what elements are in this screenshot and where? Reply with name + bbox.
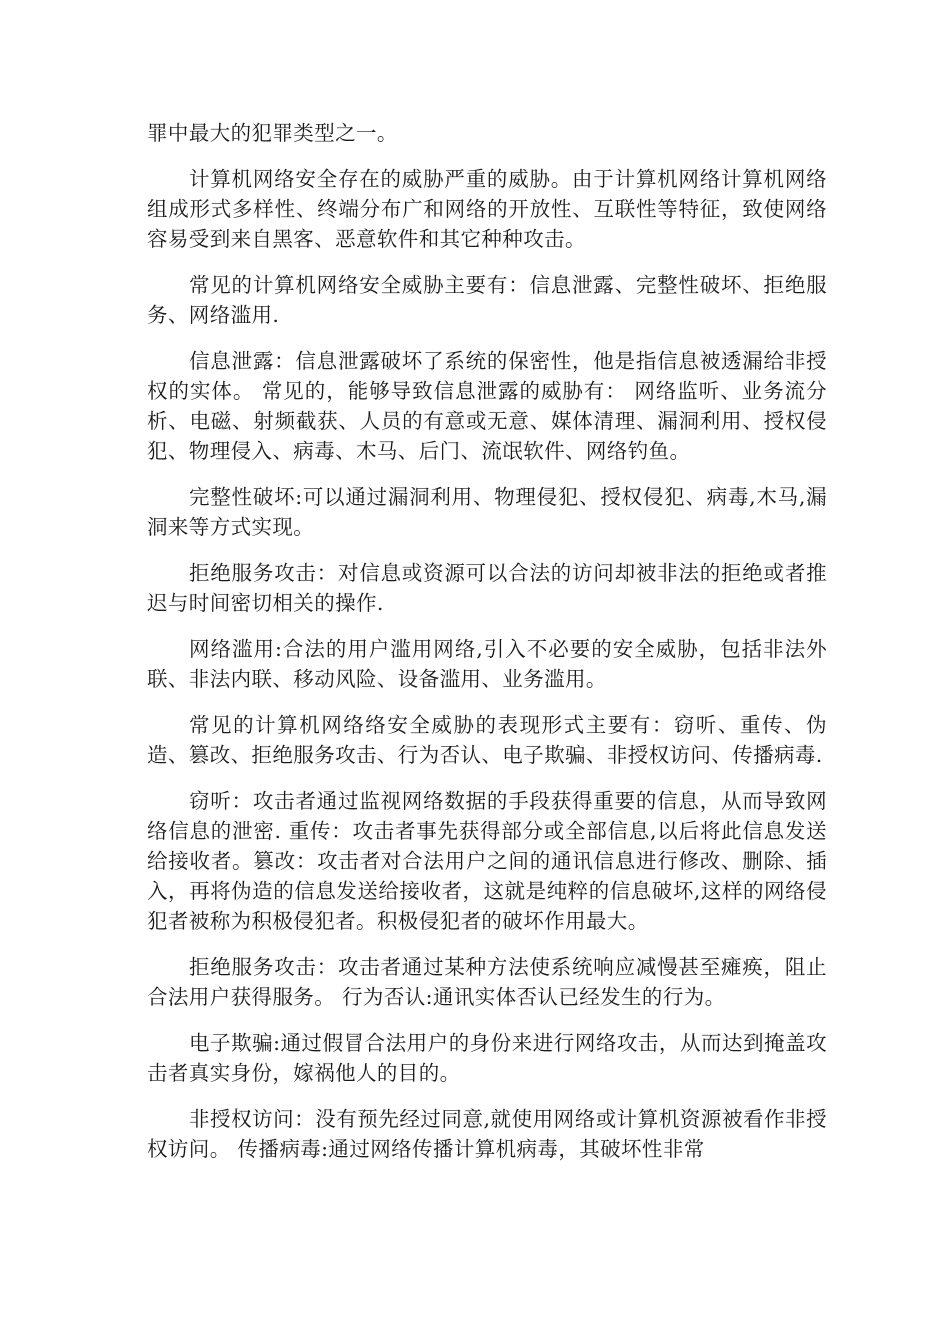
paragraph-dos-repudiation: 拒绝服务攻击：攻击者通过某种方法使系统响应减慢甚至瘫痪，阻止合法用户获得服务。 行为否认:通讯实体否认已经发生的行为。 xyxy=(147,955,827,1009)
document-body xyxy=(147,118,827,1180)
paragraph-spoofing: 电子欺骗:通过假冒合法用户的身份来进行网络攻击，从而达到掩盖攻击者真实身份，嫁祸他人的目的。 xyxy=(147,1031,827,1085)
paragraph-continued: 罪中最大的犯罪类型之一。 xyxy=(147,121,398,145)
paragraph-denial-of-service: 拒绝服务攻击：对信息或资源可以合法的访问却被非法的拒绝或者推迟与时间密切相关的操作. xyxy=(147,561,827,615)
paragraph-network-threats-intro: 计算机网络安全存在的威胁严重的威胁。由于计算机网络计算机网络组成形式多样性、终端分布广和网络的开放性、互联性等特征，致使网络容易受到来自黑客、恶意软件和其它种种攻击。 xyxy=(147,167,827,251)
paragraph-network-abuse: 网络滥用:合法的用户滥用网络,引入不必要的安全威胁，包括非法外联、非法内联、移动风险、设备滥用、业务滥用。 xyxy=(147,637,827,691)
paragraph-common-threats: 常见的计算机网络安全威胁主要有：信息泄露、完整性破坏、拒绝服务、网络滥用. xyxy=(147,273,827,327)
paragraph-eavesdrop-replay-tamper: 窃听：攻击者通过监视网络数据的手段获得重要的信息，从而导致网络信息的泄密. 重传：攻击者事先获得部分或全部信息,以后将此信息发送给接收者。篡改：攻击者对合法用户之间的通讯信息进行修改、删除、插入，再将伪造的信息发送给接收者，这就是纯粹的信息破坏,这样的网络侵犯者被称为积极侵犯者。积极侵犯者的破坏作用最大。 xyxy=(147,789,827,933)
paragraph-unauthorized-access: 非授权访问：没有预先经过同意,就使用网络或计算机资源被看作非授权访问。 传播病毒:通过网络传播计算机病毒，其破坏性非常 xyxy=(147,1107,827,1161)
paragraph-information-leak: 信息泄露：信息泄露破坏了系统的保密性，他是指信息被透漏给非授权的实体。 常见的，能够导致信息泄露的威胁有： 网络监听、业务流分析、电磁、射频截获、人员的有意或无意、媒体清理、漏洞利用、授权侵犯、物理侵入、病毒、木马、后门、流氓软件、网络钓鱼。 xyxy=(147,349,827,463)
paragraph-threat-forms: 常见的计算机网络络安全威胁的表现形式主要有：窃听、重传、伪造、篡改、拒绝服务攻击、行为否认、电子欺骗、非授权访问、传播病毒. xyxy=(147,713,827,767)
paragraph-integrity-breach: 完整性破坏:可以通过漏洞利用、物理侵犯、授权侵犯、病毒,木马,漏洞来等方式实现。 xyxy=(147,485,827,539)
